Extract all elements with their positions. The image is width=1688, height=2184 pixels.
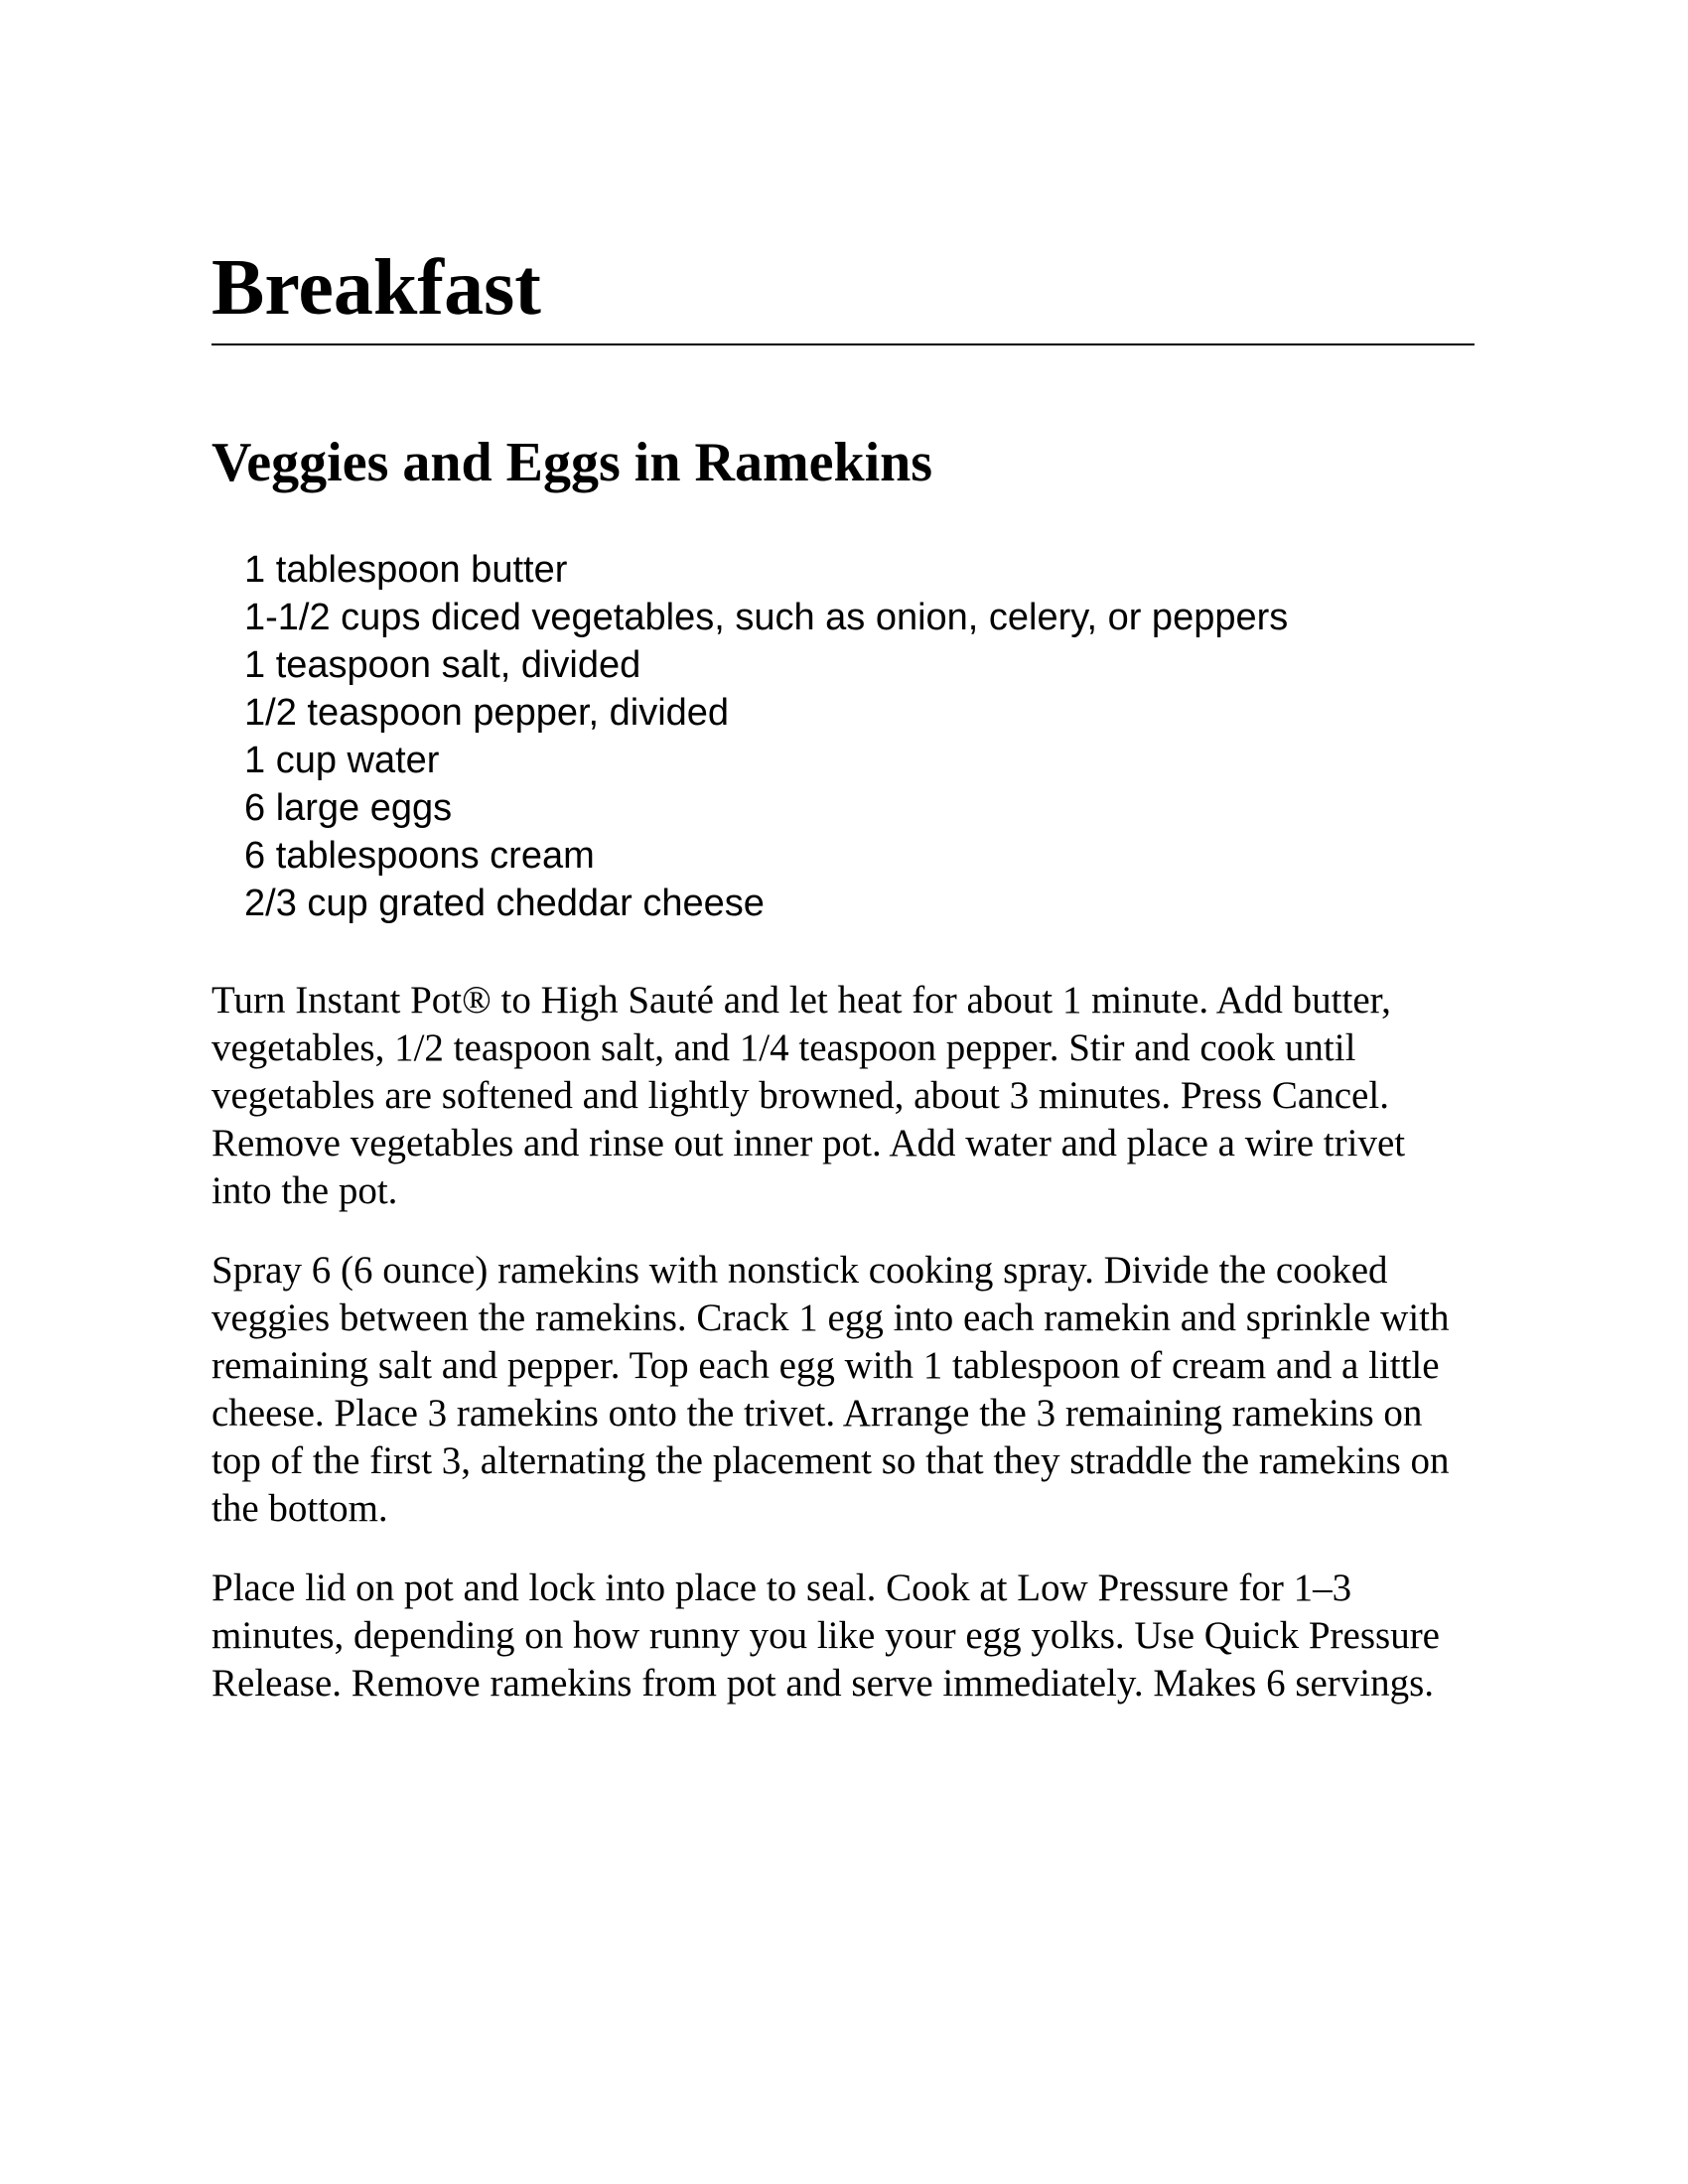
instructions (211, 977, 1475, 1707)
ingredient-item: 6 large eggs (244, 787, 453, 829)
ingredient-item: 1 teaspoon salt, divided (244, 644, 641, 686)
ingredient-item: 1 tablespoon butter (244, 549, 568, 591)
ingredient-item: 6 tablespoons cream (244, 835, 595, 877)
ingredient-list (244, 546, 1475, 927)
ingredient-item: 1/2 teaspoon pepper, divided (244, 692, 730, 734)
instruction-step: Turn Instant Pot® to High Sauté and let heat for about 1 minute. Add butter, vegetables, 1/2 teaspoon salt, and 1/4 teaspoon pepper. Stir and cook until vegetables are softened and lightly browned, about 3 minutes. Press Cancel. Remove vegetables and rinse out inner pot. Add water and place a wire trivet into the pot. (211, 979, 1406, 1212)
document-page (211, 244, 1475, 1739)
recipe-title: Veggies and Eggs in Ramekins (211, 432, 933, 493)
ingredient-item: 1-1/2 cups diced vegetables, such as onion, celery, or peppers (244, 597, 1289, 638)
ingredient-item: 2/3 cup grated cheddar cheese (244, 883, 765, 924)
title-divider (211, 343, 1475, 345)
instruction-step: Spray 6 (6 ounce) ramekins with nonstick cooking spray. Divide the cooked veggies between the ramekins. Crack 1 egg into each ramekin and sprinkle with remaining salt and pepper. Top each egg with 1 tablespoon of cream and a little cheese. Place 3 ramekins onto the trivet. Arrange the 3 remaining ramekins on top of the first 3, alternating the placement so that they straddle the ramekins on the bottom. (211, 1249, 1450, 1530)
ingredient-item: 1 cup water (244, 740, 440, 781)
chapter-title: Breakfast (211, 244, 541, 332)
instruction-step: Place lid on pot and lock into place to seal. Cook at Low Pressure for 1–3 minutes, depending on how runny you like your egg yolks. Use Quick Pressure Release. Remove ramekins from pot and serve immediately. Makes 6 servings. (211, 1567, 1440, 1705)
